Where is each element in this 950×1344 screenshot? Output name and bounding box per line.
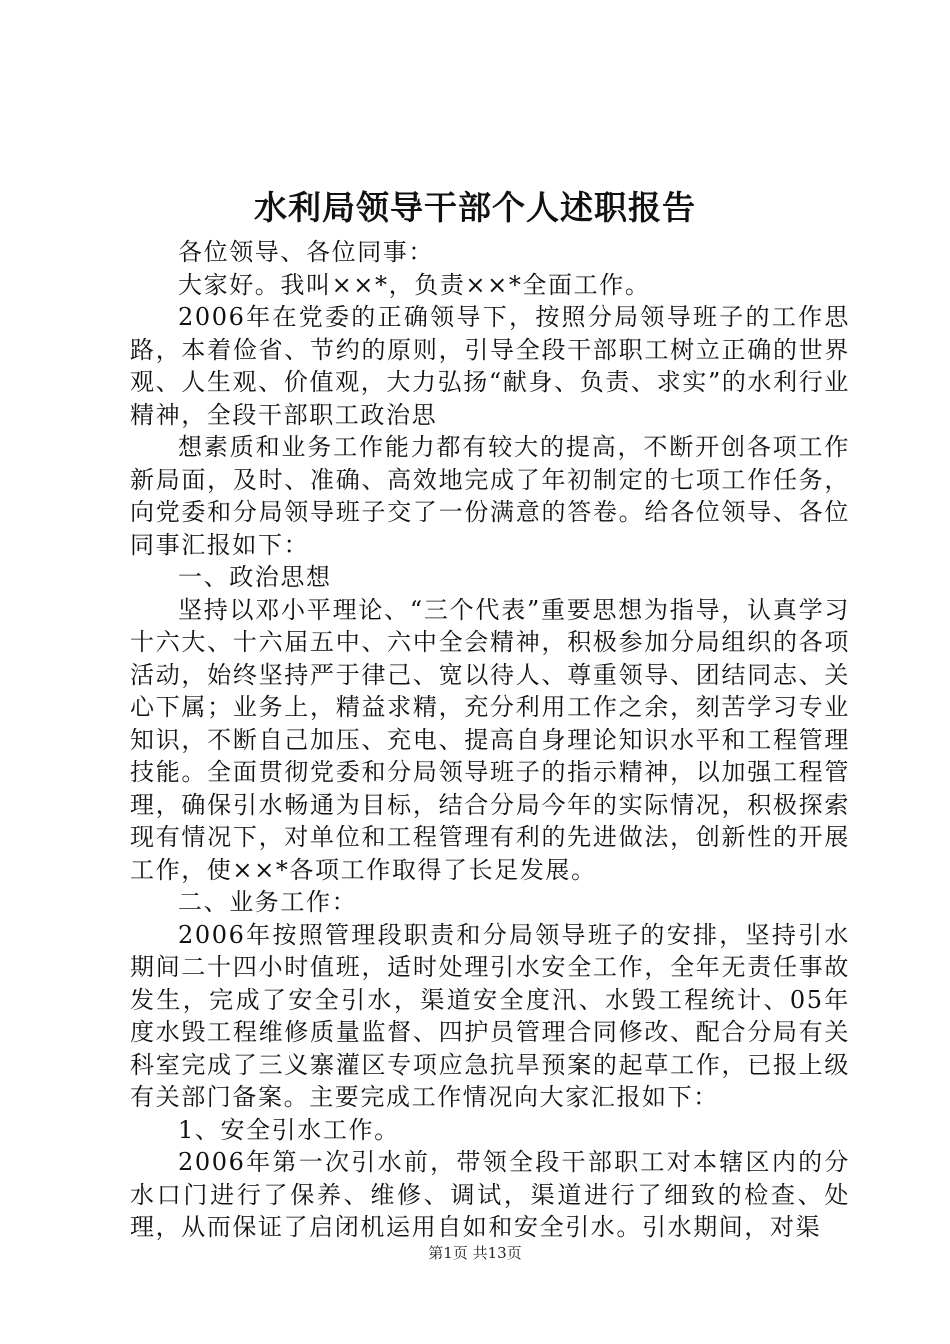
section-heading-politics: 一、政治思想	[178, 563, 332, 591]
body-paragraph: 2006年按照管理段职责和分局领导班子的安排，坚持引水期间二十四小时值班，适时处理引水安全工作，全年无责任事故发生，完成了安全引水，渠道安全度汛、水毁工程统计、05年度水毁工程维修质量监督、四护员管理合同修改、配合分局有关科室完成了三义寨灌区专项应急抗旱预案的起草工作，已报上级有关部门备案。主要完成工作情况向大家汇报如下：	[130, 920, 850, 1111]
document-title: 水利局领导干部个人述职报告	[254, 188, 696, 227]
body-paragraph: 坚持以邓小平理论、“三个代表”重要思想为指导，认真学习十六大、十六届五中、六中全会精神，积极参加分局组织的各项活动，始终坚持严于律己、宽以待人、尊重领导、团结同志、关心下属；业务上，精益求精，充分利用工作之余，刻苦学习专业知识，不断自己加压、充电、提高自身理论知识水平和工程管理技能。全面贯彻党委和分局领导班子的指示精神，以加强工程管理，确保引水畅通为目标，结合分局今年的实际情况，积极探索现有情况下，对单位和工程管理有利的先进做法，创新性的开展工作，使××*各项工作取得了长足发展。	[130, 595, 850, 884]
subsection-heading-water-diversion: 1、安全引水工作。	[178, 1115, 400, 1144]
document-body	[130, 236, 850, 1244]
page-number-footer: 第1页 共13页	[428, 1244, 522, 1262]
section-heading-work: 二、业务工作：	[178, 888, 358, 916]
body-paragraph: 2006年在党委的正确领导下，按照分局领导班子的工作思路，本着俭省、节约的原则，引导全段干部职工树立正确的世界观、人生观、价值观，大力弘扬“献身、负责、求实”的水利行业精神，全段干部职工政治思	[130, 303, 850, 429]
self-intro-paragraph: 大家好。我叫××*，负责××*全面工作。	[178, 270, 651, 299]
greeting-paragraph: 各位领导、各位同事：	[178, 238, 434, 266]
body-paragraph: 想素质和业务工作能力都有较大的提高，不断开创各项工作新局面，及时、准确、高效地完成了年初制定的七项工作任务，向党委和分局领导班子交了一份满意的答卷。给各位领导、各位同事汇报如下：	[130, 433, 850, 559]
body-paragraph: 2006年第一次引水前，带领全段干部职工对本辖区内的分水口门进行了保养、维修、调试，渠道进行了细致的检查、处理，从而保证了启闭机运用自如和安全引水。引水期间，对渠	[130, 1148, 850, 1241]
